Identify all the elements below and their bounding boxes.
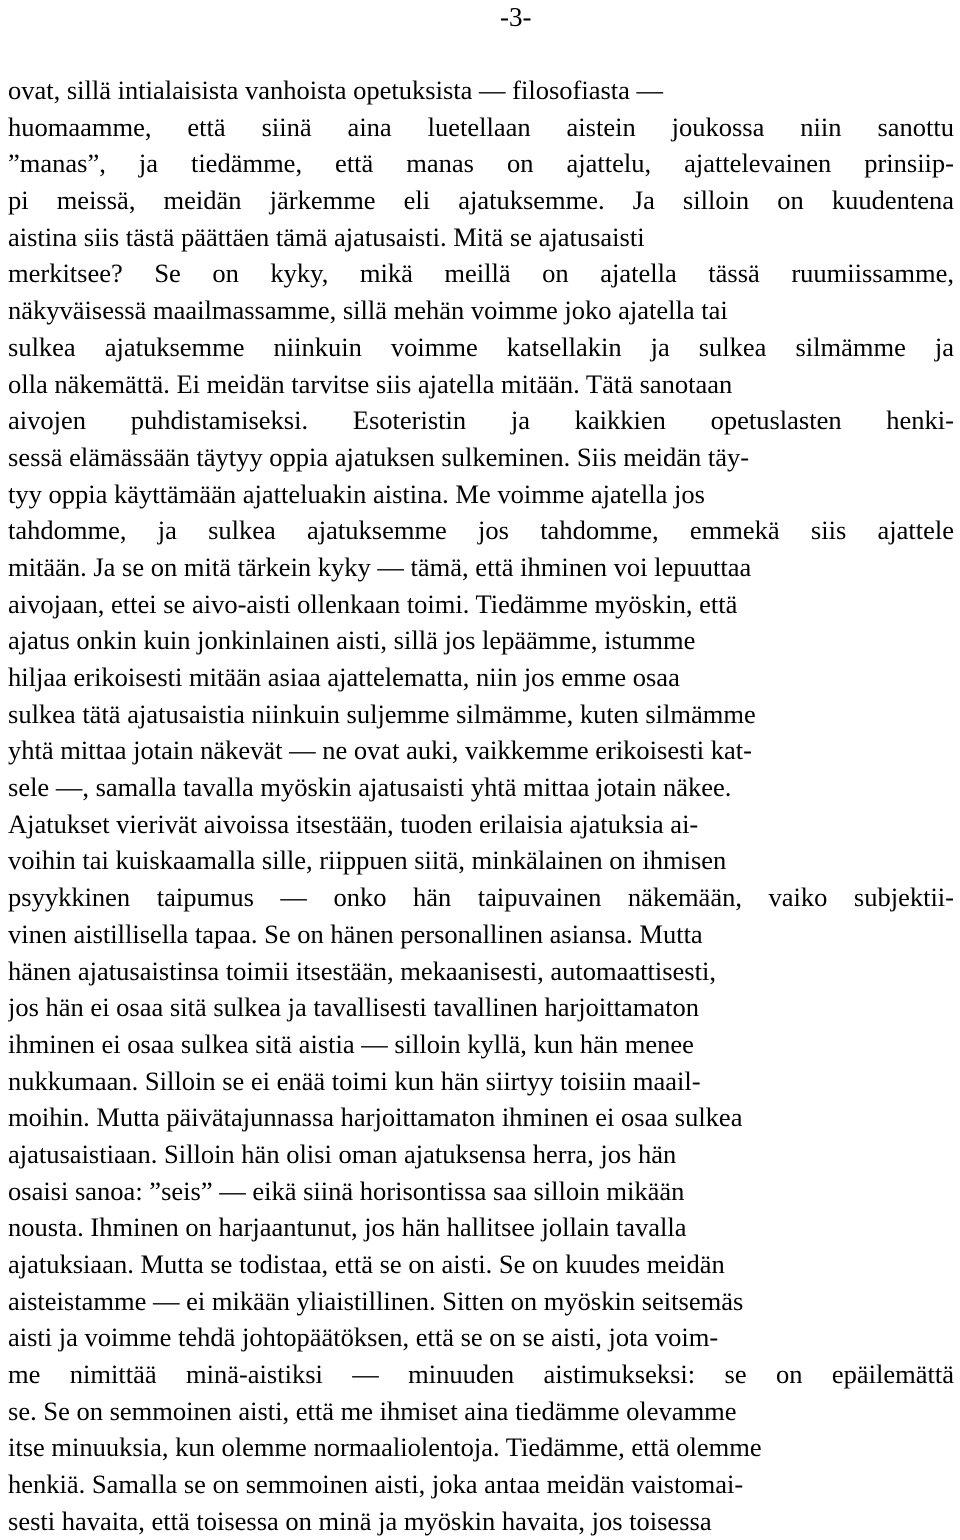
text-line: näkyväisessä maailmassamme, sillä mehän voimme joko ajatella tai [8, 295, 728, 326]
text-line: tahdomme, ja sulkea ajatuksemme jos tahdomme, emmekä siis ajattele [8, 515, 954, 546]
text-line: hänen ajatusaistinsa toimii itsestään, mekaanisesti, automaattisesti, [8, 955, 716, 986]
text-line: ”manas”, ja tiedämme, että manas on ajattelu, ajattelevainen prinsiip- [8, 148, 954, 179]
text-line: itse minuuksia, kun olemme normaaliolentoja. Tiedämme, että olemme [8, 1432, 762, 1463]
text-line: sulkea tätä ajatusaistia niinkuin suljemme silmämme, kuten silmämme [8, 698, 756, 729]
text-line: nousta. Ihminen on harjaantunut, jos hän hallitsee jollain tavalla [8, 1212, 687, 1243]
text-line: aivojen puhdistamiseksi. Esoteristin ja kaikkien opetuslasten henki- [8, 405, 954, 436]
text-line: nukkumaan. Silloin se ei enää toimi kun hän siirtyy toisiin maail- [8, 1065, 701, 1096]
text-line: ajatuksiaan. Mutta se todistaa, että se on aisti. Se on kuudes meidän [8, 1249, 725, 1279]
text-line: moihin. Mutta päivätajunnassa harjoittamaton ihminen ei osaa sulkea [8, 1102, 743, 1133]
page-number: -3- [500, 2, 532, 32]
text-line: sessä elämässään täytyy oppia ajatuksen sulkeminen. Siis meidän täy- [8, 441, 750, 472]
text-line: sesti havaita, että toisessa on minä ja myöskin havaita, jos toisessa [8, 1505, 712, 1536]
text-line: sele —, samalla tavalla myöskin ajatusaisti yhtä mittaa jotain näkee. [8, 772, 732, 803]
text-line: ovat, sillä intialaisista vanhoista opetuksista — filosofiasta — [8, 75, 664, 105]
text-line: ajatusaistiaan. Silloin hän olisi oman ajatuksensa herra, jos hän [8, 1138, 677, 1169]
text-line: voihin tai kuiskaamalla sille, riippuen siitä, minkälainen on ihmisen [8, 845, 727, 876]
text-line: psyykkinen taipumus — onko hän taipuvainen näkemään, vaiko subjektii- [8, 882, 954, 913]
text-line: aivojaan, ettei se aivo-aisti ollenkaan toimi. Tiedämme myöskin, että [8, 588, 738, 619]
text-line: jos hän ei osaa sitä sulkea ja tavallisesti tavallinen harjoittamaton [8, 992, 700, 1023]
text-line: huomaamme, että siinä aina luetellaan aistein joukossa niin sanottu [8, 111, 954, 142]
text-line: aisteistamme — ei mikään yliaistillinen. Sitten on myöskin seitsemäs [8, 1285, 744, 1316]
text-line: tyy oppia käyttämään ajatteluakin aistina. Me voimme ajatella jos [8, 478, 705, 509]
text-line: me nimittää minä-aistiksi — minuuden aistimukseksi: se on epäilemättä [8, 1359, 954, 1390]
text-line: ajatus onkin kuin jonkinlainen aisti, sillä jos lepäämme, istumme [8, 625, 696, 656]
text-line: olla näkemättä. Ei meidän tarvitse siis ajatella mitään. Tätä sanotaan [8, 368, 733, 399]
text-line: mitään. Ja se on mitä tärkein kyky — tämä, että ihminen voi lepuuttaa [8, 551, 752, 582]
text-line: sulkea ajatuksemme niinkuin voimme katsellakin ja sulkea silmämme ja [8, 331, 954, 362]
text-line: merkitsee? Se on kyky, mikä meillä on ajatella tässä ruumiissamme, [8, 258, 954, 289]
text-line: osaisi sanoa: ”seis” — eikä siinä horisontissa saa silloin mikään [8, 1175, 685, 1206]
body-text [8, 72, 954, 1540]
text-line: vinen aistillisella tapaa. Se on hänen personallinen asiansa. Mutta [8, 918, 703, 949]
text-line: pi meissä, meidän järkemme eli ajatuksemme. Ja silloin on kuudentena [8, 185, 954, 216]
text-line: aistina siis tästä päättäen tämä ajatusaisti. Mitä se ajatusaisti [8, 221, 645, 252]
text-line: yhtä mittaa jotain näkevät — ne ovat auki, vaikkemme erikoisesti kat- [8, 735, 752, 766]
text-line: Ajatukset vierivät aivoissa itsestään, tuoden erilaisia ajatuksia ai- [8, 808, 699, 839]
text-line: henkiä. Samalla se on semmoinen aisti, joka antaa meidän vaistomai- [8, 1469, 744, 1500]
text-line: ihminen ei osaa sulkea sitä aistia — silloin kyllä, kun hän menee [8, 1028, 694, 1059]
text-line: hiljaa erikoisesti mitään asiaa ajattelematta, niin jos emme osaa [8, 662, 680, 692]
text-line: aisti ja voimme tehdä johtopäätöksen, että se on se aisti, jota voim- [8, 1322, 719, 1353]
text-line: se. Se on semmoinen aisti, että me ihmiset aina tiedämme olevamme [8, 1395, 737, 1426]
